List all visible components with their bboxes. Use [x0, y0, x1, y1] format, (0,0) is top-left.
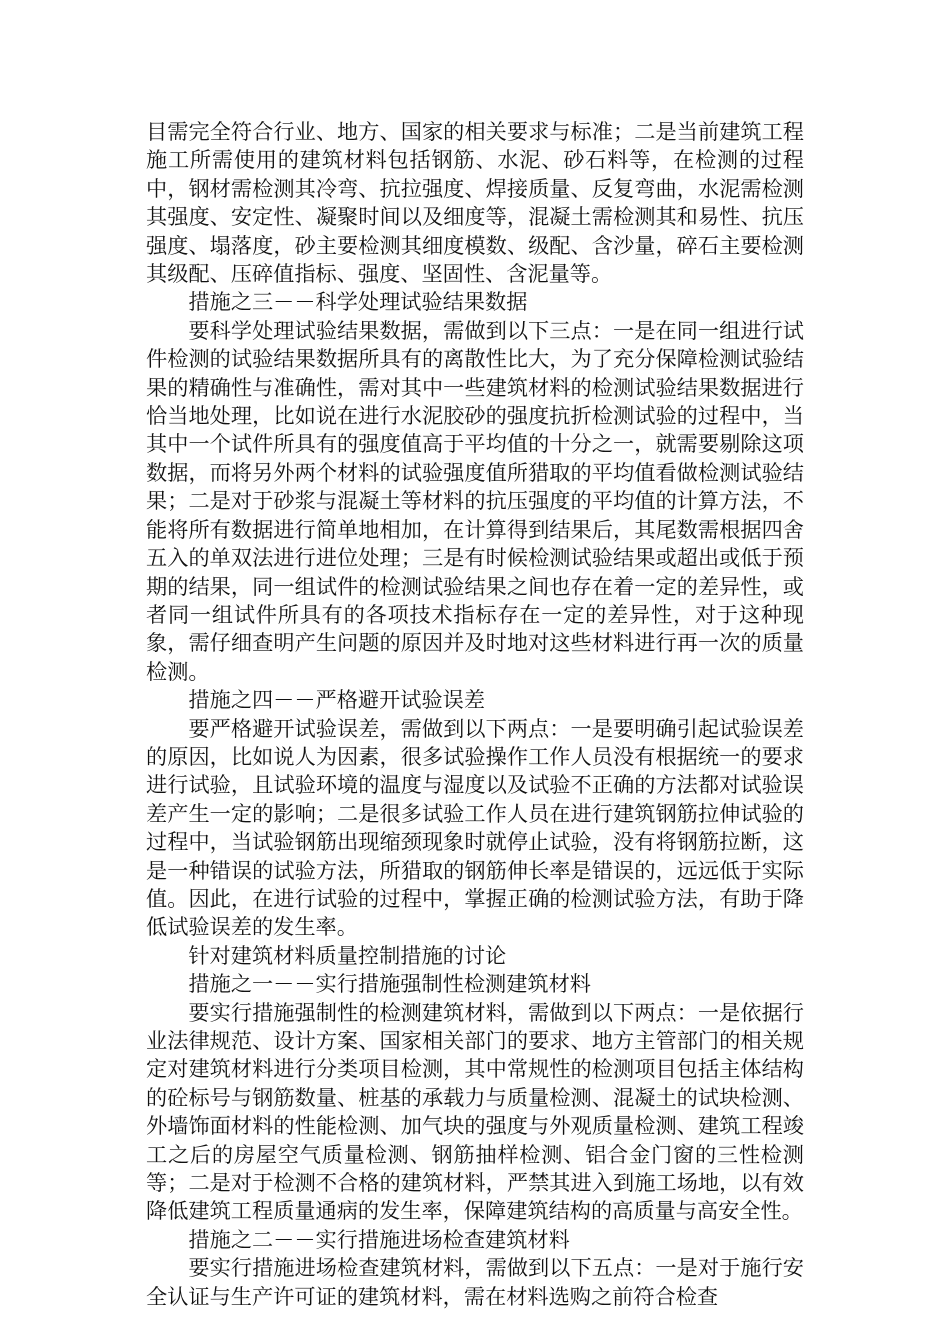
- body-paragraph-1: 目需完全符合行业、地方、国家的相关要求与标准；二是当前建筑工程施工所需使用的建筑材料包括钢筋、水泥、砂石料等，在检测的过程中，钢材需检测其冷弯、抗拉强度、焊接质量、反复弯曲，水泥需检测其强度、安定性、凝聚时间以及细度等，混凝土需检测其和易性、抗压强度、塌落度，砂主要检测其细度模数、级配、含沙量，碎石主要检测其级配、压碎值指标、强度、坚固性、含泥量等。: [146, 119, 804, 287]
- document-page: [146, 118, 804, 1311]
- body-paragraph-4: 要实行措施强制性的检测建筑材料，需做到以下两点：一是依据行业法律规范、设计方案、国家相关部门的要求、地方主管部门的相关规定对建筑材料进行分类项目检测，其中常规性的检测项目包括主体结构的砼标号与钢筋数量、桩基的承载力与质量检测、混凝土的试块检测、外墙饰面材料的性能检测、加气块的强度与外观质量检测、建筑工程竣工之后的房屋空气质量检测、钢筋抽样检测、铝合金门窗的三性检测等；二是对于检测不合格的建筑材料，严禁其进入到施工场地，以有效降低建筑工程质量通病的发生率，保障建筑结构的高质量与高安全性。: [146, 999, 804, 1224]
- section-heading-measure-3: 措施之三－－科学处理试验结果数据: [188, 289, 528, 315]
- body-paragraph-2: 要科学处理试验结果数据，需做到以下三点：一是在同一组进行试件检测的试验结果数据所具有的离散性比大，为了充分保障检测试验结果的精确性与准确性，需对其中一些建筑材料的检测试验结果数据进行恰当地处理，比如说在进行水泥胶砂的强度抗折检测试验的过程中，当其中一个试件所具有的强度值高于平均值的十分之一，就需要剔除这项数据，而将另外两个材料的试验强度值所猎取的平均值看做检测试验结果；二是对于砂浆与混凝土等材料的抗压强度的平均值的计算方法，不能将所有数据进行简单地相加，在计算得到结果后，其尾数需根据四舍五入的单双法进行进位处理；三是有时候检测试验结果或超出或低于预期的结果，同一组试件的检测试验结果之间也存在着一定的差异性，或者同一组试件所具有的各项技术指标存在一定的差异性，对于这种现象，需仔细查明产生问题的原因并及时地对这些材料进行再一次的质量检测。: [146, 317, 804, 684]
- section-heading-measure-4: 措施之四－－严格避开试验误差: [188, 687, 486, 713]
- section-heading-discussion: 针对建筑材料质量控制措施的讨论: [188, 942, 507, 968]
- body-paragraph-5: 要实行措施进场检查建筑材料，需做到以下五点：一是对于施行安全认证与生产许可证的建筑材料，需在材料选购之前符合检查: [146, 1255, 804, 1309]
- section-heading-measure-1: 措施之一－－实行措施强制性检测建筑材料: [188, 971, 591, 997]
- body-paragraph-3: 要严格避开试验误差，需做到以下两点：一是要明确引起试验误差的原因，比如说人为因素，很多试验操作工作人员没有根据统一的要求进行试验，且试验环境的温度与湿度以及试验不正确的方法都对试验误差产生一定的影响；二是很多试验工作人员在进行建筑钢筋拉伸试验的过程中，当试验钢筋出现缩颈现象时就停止试验，没有将钢筋拉断，这是一种错误的试验方法，所猎取的钢筋伸长率是错误的，远远低于实际值。因此，在进行试验的过程中，掌握正确的检测试验方法，有助于降低试验误差的发生率。: [146, 715, 804, 940]
- section-heading-measure-2: 措施之二－－实行措施进场检查建筑材料: [188, 1226, 570, 1252]
